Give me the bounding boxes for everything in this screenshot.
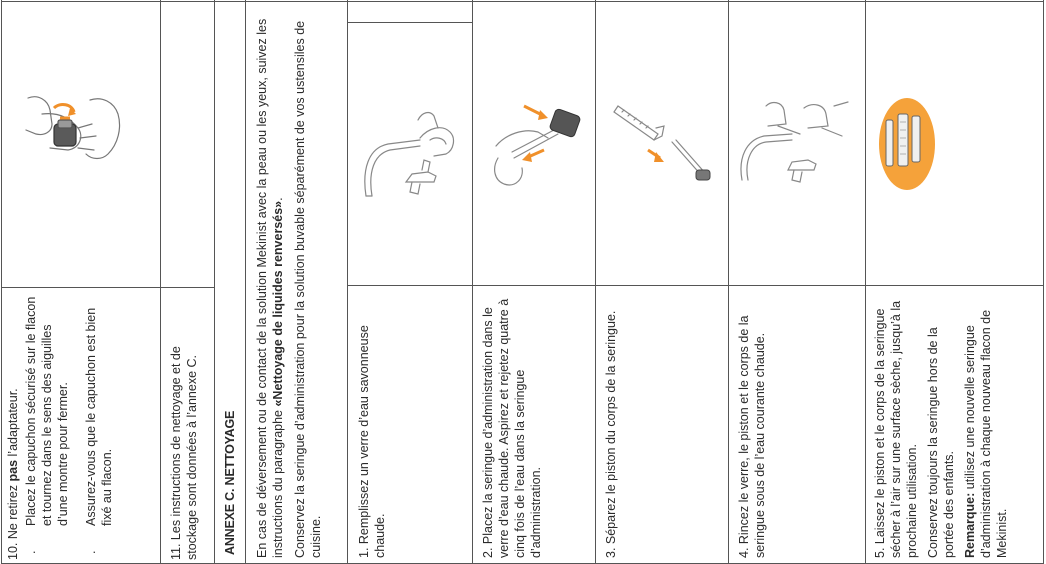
row-divider [347,22,472,23]
column-divider [865,0,866,564]
column-divider [160,0,161,564]
row-divider [1,287,214,288]
cleaning-step-2-text: 2. Placez la seringue d’administration dans le verre d’eau chaude. Aspirez et rejetez quatre à cinq fois de l’eau dans la seringue d’administration. [481,298,543,558]
column-divider [472,0,473,564]
row-divider [1,1,1043,2]
cleaning-step-4-text: 4. Rincez le verre, le piston et le corps de la seringue sous de l’eau courante chaude. [737,315,767,558]
step-10-text: 10. Ne retirez pas l’adaptateur. . Placez le capuchon sécurisé sur le flacon et tournez dans le sens des aiguilles d’une montre pour fermer. . Assurez-vous que le capuchon est bien fixé au flacon. [6,296,114,560]
annex-heading: ANNEXE C. NETTOYAGE [223,410,237,555]
annex-intro-text: En cas de déversement ou de contact de la solution Mekinist avec la peau ou les yeux, suivez les instructions du paragraphe «Nettoyage de liquides renversés». Conservez la seringue d’administration pour la solution buvable séparément de vos ustensiles de cuisine. [255,18,323,558]
column-divider [1,0,2,564]
cap-closing-illustration [18,88,130,174]
column-divider [245,0,246,564]
column-divider [1043,0,1044,564]
row-divider [347,285,1043,286]
fill-glass-illustration [358,100,464,210]
step-11-text: 11. Les instructions de nettoyage et de stockage sont données à l’annexe C. [169,346,199,560]
cleaning-step-1-text: 1. Remplissez un verre d’eau savonneuse chaude. [357,325,387,558]
column-divider [595,0,596,564]
column-divider [347,0,348,564]
separate-plunger-illustration [612,96,716,190]
cleaning-step-3-text: 3. Séparez le piston du corps de la seringue. [604,310,618,558]
rinse-illustration [738,96,856,192]
cleaning-step-5-text: 5. Laissez le piston et le corps de la seringue sécher à l’air sur une surface sèche, jusqu’à la prochaine utilisation. Conservez toujours la seringue hors de la portée des enfants. Remarque: utilisez une nouvelle seringue d’administration à chaque nouveau flacon de Mekinist. [873,300,1009,558]
aspirate-water-illustration [488,98,584,198]
column-divider [728,0,729,564]
dry-syringe-illustration [876,96,938,192]
column-divider [214,0,215,564]
